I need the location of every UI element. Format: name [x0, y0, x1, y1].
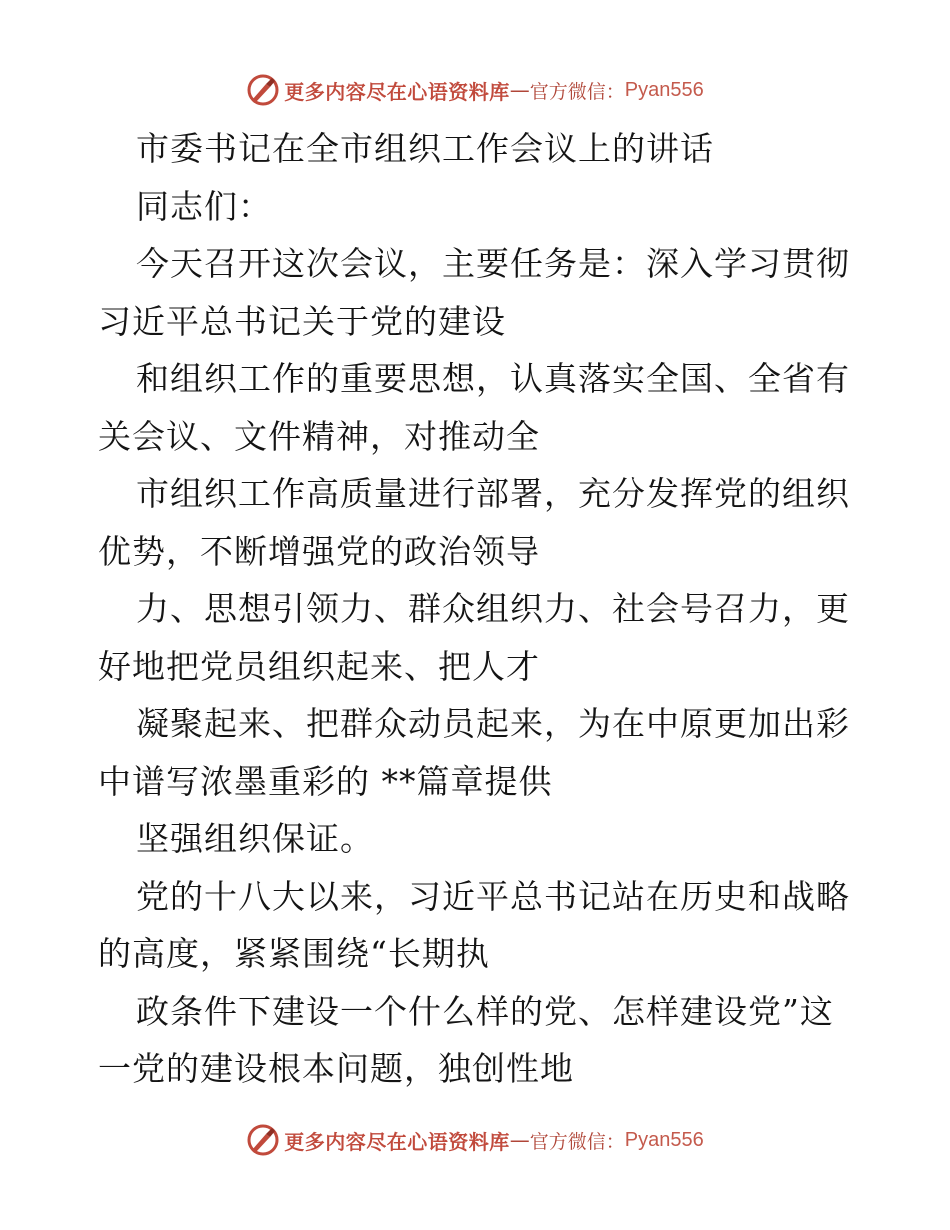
pen-circle-logo-icon: [246, 1123, 280, 1157]
document-line: 中谱写浓墨重彩的 **篇章提供: [98, 761, 553, 801]
document-body: [98, 120, 858, 1098]
document-line: 市组织工作高质量进行部署，充分发挥党的组织: [136, 474, 850, 513]
footer-watermark: [0, 1120, 950, 1160]
document-line: 政条件下建设一个什么样的党、怎样建设党”这: [136, 991, 834, 1031]
pen-circle-logo-icon: [246, 73, 280, 107]
watermark-separator: —: [509, 1128, 530, 1152]
document-line: 一党的建设根本问题，独创性地: [98, 1049, 574, 1088]
watermark-wechat-id: Pyan556: [624, 1128, 704, 1151]
document-line: 坚强组织保证。: [136, 819, 374, 858]
watermark-official-label: 官方微信：: [529, 1130, 625, 1153]
document-line: 凝聚起来、把群众动员起来，为在中原更加出彩: [136, 704, 850, 743]
document-line: 和组织工作的重要思想，认真落实全国、全省有: [136, 359, 850, 398]
header-watermark: [0, 70, 950, 110]
document-line: 的高度，紧紧围绕“长期执: [98, 934, 490, 973]
watermark-wechat-id: Pyan556: [624, 78, 704, 101]
document-line: 优势，不断增强党的政治领导: [98, 531, 540, 571]
watermark-official-label: 官方微信：: [529, 80, 625, 103]
watermark-brand-text: 更多内容尽在心语资料库: [284, 79, 510, 104]
document-line: 习近平总书记关于党的建设: [98, 301, 506, 341]
watermark-brand-text: 更多内容尽在心语资料库: [284, 1129, 510, 1154]
document-line: 党的十八大以来，习近平总书记站在历史和战略: [136, 876, 850, 916]
document-salutation: 同志们：: [136, 186, 272, 226]
document-line: 今天召开这次会议，主要任务是：深入学习贯彻: [136, 244, 850, 283]
watermark-separator: —: [509, 78, 530, 102]
document-line: 好地把党员组织起来、把人才: [98, 646, 540, 686]
document-line: 关会议、文件精神，对推动全: [98, 416, 540, 456]
document-title: 市委书记在全市组织工作会议上的讲话: [136, 129, 714, 168]
document-line: 力、思想引领力、群众组织力、社会号召力，更: [136, 589, 850, 628]
